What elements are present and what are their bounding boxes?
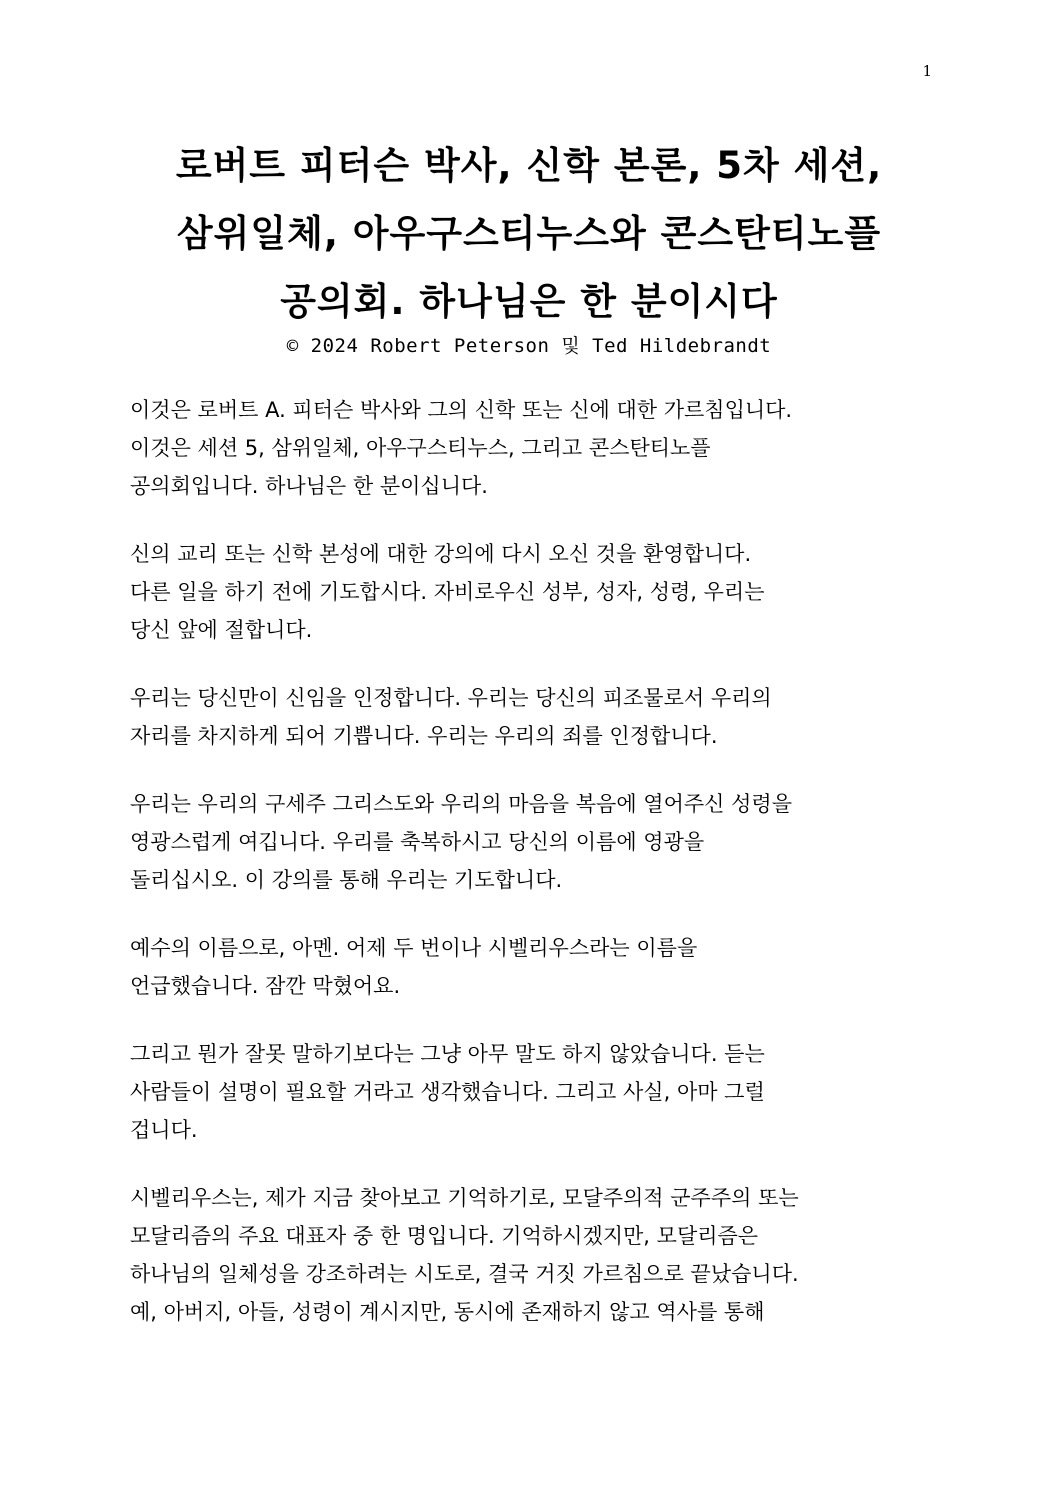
- paragraph: [130, 1179, 930, 1331]
- title-line: 삼위일체, 아우구스티누스와 콘스탄티노플: [176, 212, 882, 255]
- text-line: 모달리즘의 주요 대표자 중 한 명입니다. 기억하시겠지만, 모달리즘은: [130, 1224, 759, 1248]
- text-line: 시벨리우스는, 제가 지금 찾아보고 기억하기로, 모달주의적 군주주의 또는: [130, 1186, 799, 1210]
- title-line: 공의회. 하나님은 한 분이시다: [280, 280, 778, 323]
- text-line: 자리를 차지하게 되어 기쁩니다. 우리는 우리의 죄를 인정합니다.: [130, 724, 718, 748]
- title-line: 로버트 피터슨 박사, 신학 본론, 5차 세션,: [175, 144, 883, 187]
- paragraph: [130, 679, 930, 755]
- text-line: 예수의 이름으로, 아멘. 어제 두 번이나 시벨리우스라는 이름을: [130, 936, 698, 960]
- text-line: 공의회입니다. 하나님은 한 분이십니다.: [130, 474, 488, 498]
- text-line: 당신 앞에 절합니다.: [130, 618, 313, 642]
- text-line: 돌리십시오. 이 강의를 통해 우리는 기도합니다.: [130, 868, 563, 892]
- text-line: 우리는 당신만이 신임을 인정합니다. 우리는 당신의 피조물로서 우리의: [130, 686, 772, 710]
- text-line: 겁니다.: [130, 1118, 198, 1142]
- paragraph: [130, 535, 930, 649]
- paragraph: [130, 929, 930, 1005]
- text-line: 언급했습니다. 잠깐 막혔어요.: [130, 974, 401, 998]
- text-line: 이것은 로버트 A. 피터슨 박사와 그의 신학 또는 신에 대한 가르침입니다.: [130, 398, 793, 422]
- document-body: [130, 391, 930, 1361]
- text-line: 그리고 뭔가 잘못 말하기보다는 그냥 아무 말도 하지 않았습니다. 듣는: [130, 1042, 765, 1066]
- text-line: 신의 교리 또는 신학 본성에 대한 강의에 다시 오신 것을 환영합니다.: [130, 542, 752, 566]
- text-line: 다른 일을 하기 전에 기도합시다. 자비로우신 성부, 성자, 성령, 우리는: [130, 580, 765, 604]
- text-line: 영광스럽게 여깁니다. 우리를 축복하시고 당신의 이름에 영광을: [130, 830, 705, 854]
- paragraph: [130, 785, 930, 899]
- paragraph: [130, 391, 930, 505]
- text-line: 우리는 우리의 구세주 그리스도와 우리의 마음을 복음에 열어주신 성령을: [130, 792, 792, 816]
- text-line: 사람들이 설명이 필요할 거라고 생각했습니다. 그리고 사실, 아마 그럴: [130, 1080, 765, 1104]
- paragraph: [130, 1035, 930, 1149]
- page-number: 1: [922, 62, 932, 80]
- text-line: 이것은 세션 5, 삼위일체, 아우구스티누스, 그리고 콘스탄티노플: [130, 436, 711, 460]
- document-title: [110, 132, 948, 336]
- text-line: 예, 아버지, 아들, 성령이 계시지만, 동시에 존재하지 않고 역사를 통해: [130, 1300, 765, 1324]
- text-line: 하나님의 일체성을 강조하려는 시도로, 결국 거짓 가르침으로 끝났습니다.: [130, 1262, 799, 1286]
- copyright-line: © 2024 Robert Peterson 및 Ted Hildebrandt: [286, 335, 772, 357]
